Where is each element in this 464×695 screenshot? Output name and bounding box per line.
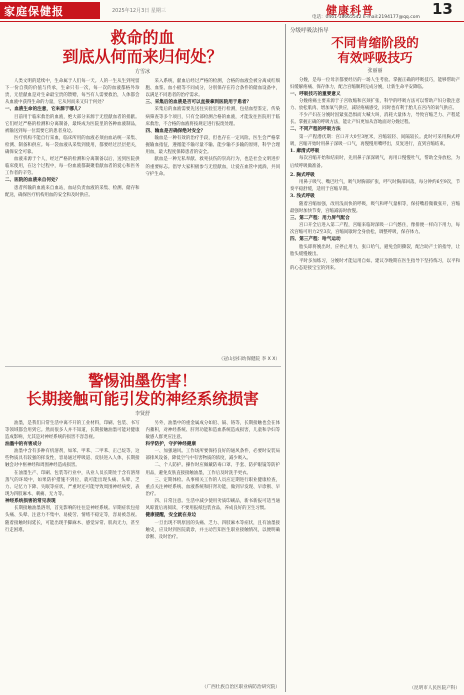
byline: 李贤舒 (134, 410, 150, 417)
article-body (5, 420, 280, 541)
section-title: 健康科普 (326, 4, 374, 17)
subheading: 一、呼吸技巧的重要意义 (290, 91, 341, 97)
article-credit: （冠山县妇幼保健院 李 X X） (218, 357, 280, 362)
paragraph: 宫口开全后进入第二产程，宫缩来临时深吸一口气憋住，像排便一样向下用力，每次宫缩可用力2至3次，宫缩间歇时全身放松，调整呼吸，保存体力。 (290, 223, 460, 236)
body-column-2 (290, 172, 460, 273)
paragraph: 目前用于临床救治的血液，绝大部分来源于无偿献血者的捐献。它们经过严格的检测和分离制备，最终成为医院里的各种血液制品，被输送到每一位需要它的患者身边。 (5, 114, 140, 134)
headline-line-2: 长期接触可能引发的神经系统损害 (26, 389, 259, 409)
byline: 方雪冰 (134, 68, 150, 75)
paragraph: 油墨，是我们日常生活中离不开的工业材料，印刷、包装、书写等领域都会用到它。然而很多人并不知道，长期接触油墨可能对健康造成影响，尤其是对神经系统的损害不容忽视。 (5, 420, 140, 440)
paragraph: 输血是一种有效的治疗手段，但也存在一定风险。医生会严格掌握输血指征，遵循能不输尽量不输、能少输不多输的原则，科学合理用血，最大程度保障患者的安全。 (145, 136, 280, 156)
body-column-1 (290, 77, 460, 170)
article-credit: （昆明市人民医院产科） (409, 686, 460, 691)
paragraph: 在油墨生产、印刷、包装等行业中，从业人员长期处于含有溶剂蒸气的环境中，如果防护措施不到位，就可能出现头痛、头晕、乏力、记忆力下降、失眠等症状，严重时还可能导致周围神经病变，表现为四肢麻木、刺痛、无力等。 (5, 470, 140, 497)
headline-line-1: 救命的血 (110, 28, 175, 47)
paragraph: 用鼻子吸气、嘴巴吐气，吸气时胸部扩张，呼气时胸部回落，每分钟约6至9次，节奏平稳舒缓，适用于宫缩早期。 (290, 180, 460, 193)
paragraph: 采入系统，献血后经过严格的检测，合格的血液会被分离成红细胞、血浆、血小板等不同成分，分别保存在符合条件的储血设备中，以满足不同患者的治疗需求。 (145, 78, 280, 98)
paragraph: 人类文明的延续中，生命属于人们每一天。人的一生从生到死留下一份自我的价值与传承，生命只有一次，每一次的血液都格外珍贵，无偿献血是对生命最宝贵的馈赠，每当有人需要救治，人体都会从血液中获得生命的力量，它从何而来又归于何处？ (5, 78, 140, 106)
article-blood (5, 26, 280, 364)
subheading: 二、不同产程的呼吸方法 (290, 127, 341, 133)
subheading: 二、医院的血液来自何处？ (5, 178, 61, 184)
subheading: 健康提醒，安全就在身边 (145, 513, 197, 519)
kicker: 分级呼吸法指导 (290, 28, 329, 34)
body-column-1 (5, 420, 140, 541)
paragraph: 一旦出现不明原因的头痛、乏力、四肢麻木等症状，且有油墨接触史，应及时到医院就诊，并主动告知医生职业接触情况，以便明确诊断、及时治疗。 (145, 520, 280, 540)
contact-info: 电话：0461-18665542 E-mail:2194177@qq.com (312, 15, 420, 20)
newspaper-title: 家庭保健报 (4, 5, 64, 18)
paragraph: 不少产妇在分娩时因紧张恐惧而大喊大叫，消耗大量体力，导致宫缩乏力、产程延长。掌握正确的呼吸方法，能让产妇更加从容地面对分娩过程。 (290, 113, 460, 126)
paragraph: 长期接触油墨溶剂，首先影响的往往是神经系统。早期症状包括头痛、头晕、注意力不集中、易疲劳、情绪不稳定等，容易被忽视。随着接触时间延长，可能出现手脚麻木、感觉异常、肌肉无力，甚至行走困难。 (5, 506, 140, 533)
article-breathing (290, 26, 460, 692)
headline-line-2: 到底从何而来归何处？ (62, 46, 223, 66)
section-rule (5, 366, 281, 367)
article-credit: （广西壮族自治区职业病防治研究院） (201, 685, 280, 690)
subheading: 1. 廓清式呼吸 (290, 149, 320, 155)
page-number: 13 (432, 0, 453, 18)
subheading: 四、输血是否确保绝对安全？ (145, 128, 206, 134)
paragraph: 一、加强通风。工作场所要保持良好的通风条件，必要时安装局部排风设备，降低空气中有害物质的浓度，减少吸入。 (145, 449, 280, 462)
subheading: 三、第二产程：用力屏气配合 (290, 215, 350, 221)
paragraph: 另外，油墨中的重金属成分如铅、镉、铬等，长期接触也会在体内蓄积，对神经系统、肝肾功能和造血系统造成损害，儿童和孕妇等敏感人群更应注意。 (145, 420, 280, 440)
paragraph: 二、个人防护。操作时应佩戴防毒口罩、手套、防护眼镜等防护用品，避免皮肤直接接触油墨，工作后及时洗手更衣。 (145, 463, 280, 476)
subheading: 科学防护，守护神经健康 (145, 441, 197, 447)
subheading: 四、第三产程：哈气运动 (290, 237, 341, 243)
paragraph: 胎头即将娩出时，应停止用力，张口哈气，避免会阴撕裂，配合助产士的指导，让胎头缓慢娩出。 (290, 244, 460, 257)
headline-line-2: 有效呼吸技巧 (337, 49, 413, 65)
paragraph: 分娩，是每一位母亲都要经历的一场人生考验。掌握正确的呼吸技巧，能够帮助产妇缓解疼痛、保存体力，配合宫缩顺利完成分娩，让新生命平安降临。 (290, 77, 460, 90)
body-column-2 (146, 78, 281, 199)
subheading: 三、采集后的血液是否可以直接拿到医院用于患者？ (145, 100, 252, 106)
issue-date: 2025年12月3日 星期三 (112, 8, 166, 14)
body-column-2 (146, 420, 281, 541)
paragraph: 献血是一种无私奉献、救死扶伤的崇高行为，也是社会文明进步的重要标志。倡导大家积极参与无偿献血，让爱在血管中流淌，共同守护生命。 (145, 157, 280, 177)
paragraph: 平时多加练习，分娩时才能运用自如。建议孕晚期在医生指导下坚持练习，以平和的心态迎接宝宝的到来。 (290, 259, 460, 272)
article-ink (5, 369, 280, 691)
subheading: 3. 浅式呼吸 (290, 194, 315, 200)
headline-line-1: 不同肯缩阶段的 (331, 35, 419, 50)
page-header (0, 0, 464, 22)
paragraph: 分娩疼痛主要来源于子宫收缩和宫颈扩张，科学的呼吸方法可以帮助产妇分散注意力、放松肌肉、增加氧气供应，减轻疼痛感受，同时也有利于胎儿在宫内的氧气供应。 (290, 99, 460, 112)
subheading: 一、血液生命的注意，它来源于哪儿？ (5, 107, 84, 113)
paragraph: 随着宫缩加强，改用浅而快的呼吸，吸气和呼气量相等，保持嘴唇微微张开，宫缩最强时加快节奏，宫缩减弱时放慢。 (290, 201, 460, 214)
article-body (5, 78, 280, 199)
column-divider (285, 24, 286, 692)
paragraph: 血液来源于个人，经过严格的检测和分离制备以后，送到医院供临床使用，在这个过程中，每一份血液都凝聚着献血者的爱心和医务工作者的辛劳。 (5, 157, 140, 177)
subheading: 2. 胸式呼吸 (290, 172, 315, 178)
byline: 张丽丽 (367, 67, 383, 74)
paragraph: 采集后的血液需要先送往实验室进行检测，包括血型鉴定、传染病筛查等多个项目，只有全部检测合格的血液，才能发往医院用于临床救治，不合格的血液将按规定进行报废处理。 (145, 107, 280, 127)
paragraph: 医疗机构不能自行采血，临床所用的血液必须由血站统一采集、检测、制备和供应。每一袋血液从采集到使用，都要经过层层把关，确保安全可靠。 (5, 135, 140, 155)
header-rule (0, 21, 464, 22)
body-column-1 (5, 78, 140, 199)
paragraph: 三、定期体检。从事相关工作的人员应定期进行职业健康检查，重点关注神经系统、血液系统和肝肾功能，做到早发现、早诊断、早治疗。 (145, 477, 280, 497)
paragraph: 油墨中含有多种有机溶剂，如苯、甲苯、二甲苯、正己烷等，这些物质具有较强的挥发性，容易通过呼吸道、皮肤进入人体，长期接触会对中枢神经和周围神经造成损害。 (5, 449, 140, 469)
paragraph: 第一产程潜伏期：宫口开大0至3厘米，宫缩较轻、间隔较长。此时可采用胸式呼吸，宫缩开始时用鼻子深吸一口气，再慢慢用嘴呼出，反复进行，直到宫缩结束。 (290, 134, 460, 147)
headline-line-1: 警惕油墨伤害！ (88, 371, 197, 390)
subheading: 油墨中的有害成分 (5, 441, 42, 447)
subheading: 神经系统损害的常见表现 (5, 498, 56, 504)
paragraph: 四、日常注意。生活中减少使用劣质印刷品，新书新报可适当通风晾置后再阅读，不要用报纸包装食品，养成良好的卫生习惯。 (145, 498, 280, 511)
paragraph: 患者所输的血液来自血站，血站负责血液的采集、检测、储存和配送，确保医疗机构用血的安全和及时供应。 (5, 185, 140, 198)
paragraph: 每次宫缩开始和结束时，先用鼻子深深吸气，再用口慢慢吐气，帮助全身放松，为后续呼吸做准备。 (290, 156, 460, 169)
